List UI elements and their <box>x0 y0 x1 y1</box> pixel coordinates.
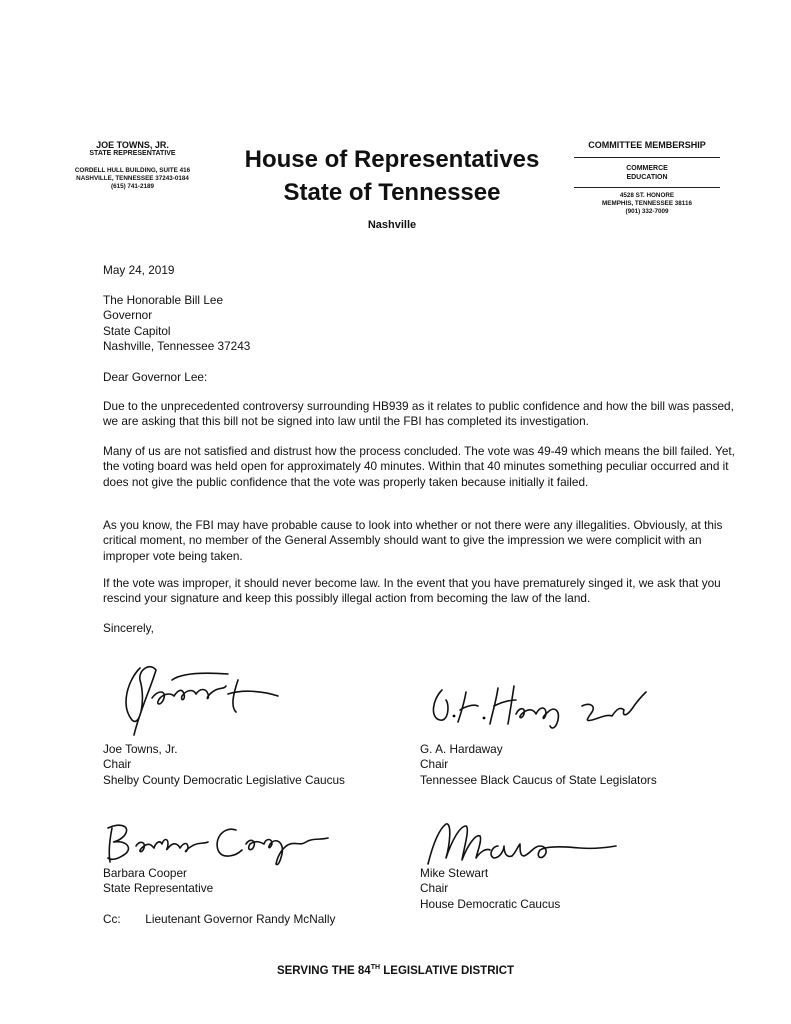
signatory-name: Mike Stewart <box>420 866 489 880</box>
letterhead-title <box>232 143 552 209</box>
signatory-towns <box>103 742 345 788</box>
body-paragraph: If the vote was improper, it should never become law. In the event that you have prematurely singed it, we ask that you rescind your signature and keep this possibly illegal action from becoming the law of the land. <box>103 576 721 606</box>
signatory-role: Chair <box>420 757 449 772</box>
recipient-line: State Capitol <box>103 323 171 338</box>
committee-list <box>574 158 720 188</box>
signatory-stewart <box>420 866 560 912</box>
signatory-role: State Representative <box>103 881 214 896</box>
signatory-role: Chair <box>103 757 132 772</box>
committee-item: COMMERCE <box>626 165 668 172</box>
district-address <box>574 192 720 217</box>
recipient-line: The Honorable Bill Lee <box>103 293 224 307</box>
signature-hardaway <box>420 676 655 736</box>
signatory-name: Joe Towns, Jr. <box>103 742 178 756</box>
signature-towns <box>110 650 300 740</box>
signatory-org: Tennessee Black Caucus of State Legislators <box>420 772 657 787</box>
representative-title: STATE REPRESENTATIVE <box>89 150 176 157</box>
committee-heading: COMMITTEE MEMBERSHIP <box>574 140 720 158</box>
letterhead-title-line: House of Representatives <box>244 146 540 173</box>
footer-suffix: LEGISLATIVE DISTRICT <box>380 964 515 977</box>
committee-block <box>574 140 720 217</box>
office-address <box>40 167 225 192</box>
recipient-line: Nashville, Tennessee 37243 <box>103 338 251 353</box>
representative-name: JOE TOWNS, JR. <box>96 140 169 150</box>
signatory-name: G. A. Hardaway <box>420 742 503 756</box>
recipient-line: Governor <box>103 308 153 323</box>
body-paragraph: As you know, the FBI may have probable cause to look into whether or not there were any illegalities. Obviously, at this critical moment, no member of the General Assembly should want to give the impression we were complicit with an improper vote being taken. <box>103 518 723 563</box>
signatory-org: Shelby County Democratic Legislative Caucus <box>103 772 345 787</box>
letterhead-title-line: State of Tennessee <box>283 179 501 206</box>
footer-prefix: SERVING THE 84 <box>276 964 371 977</box>
salutation: Dear Governor Lee: <box>103 370 208 384</box>
signatory-name: Barbara Cooper <box>103 866 187 880</box>
district-phone: (901) 332-7009 <box>625 208 669 216</box>
signatory-cooper <box>103 866 213 897</box>
signatory-org: House Democratic Caucus <box>420 896 561 911</box>
cc-line <box>103 912 335 927</box>
footer-superscript: TH <box>370 964 381 971</box>
district-footer <box>0 964 791 977</box>
body-paragraph: Due to the unprecedented controversy surrounding HB939 as it relates to public confidence and how the bill was passed, we are asking that this bill not be signed into law until the FBI has completed its investigation. <box>103 399 734 429</box>
office-address-line: NASHVILLE, TENNESSEE 37243-0184 <box>76 175 189 183</box>
signatory-role: Chair <box>420 881 449 896</box>
letterhead-city: Nashville <box>367 219 417 231</box>
district-address-line: 4528 ST. HONORE <box>619 192 675 199</box>
office-address-line: CORDELL HULL BUILDING, SUITE 416 <box>74 167 191 174</box>
signature-cooper <box>100 810 335 870</box>
closing: Sincerely, <box>103 621 154 635</box>
recipient-block <box>103 293 743 354</box>
letter-date: May 24, 2019 <box>103 263 175 277</box>
district-address-line: MEMPHIS, TENNESSEE 38116 <box>602 200 692 208</box>
cc-recipient: Lieutenant Governor Randy McNally <box>145 912 336 926</box>
office-phone: (615) 741-2189 <box>110 183 155 191</box>
body-paragraph: Many of us are not satisfied and distrust how the process concluded. The vote was 49-49 which means the bill failed. Yet, the voting board was held open for approximately 40 minutes. Within that 40 minutes something peculiar occurred and it does not give the public confidence that the vote was properly taken because initially it failed. <box>103 444 735 489</box>
committee-item: EDUCATION <box>626 174 668 181</box>
representative-block <box>40 140 225 192</box>
signatory-hardaway <box>420 742 657 788</box>
cc-label: Cc: <box>103 912 121 926</box>
